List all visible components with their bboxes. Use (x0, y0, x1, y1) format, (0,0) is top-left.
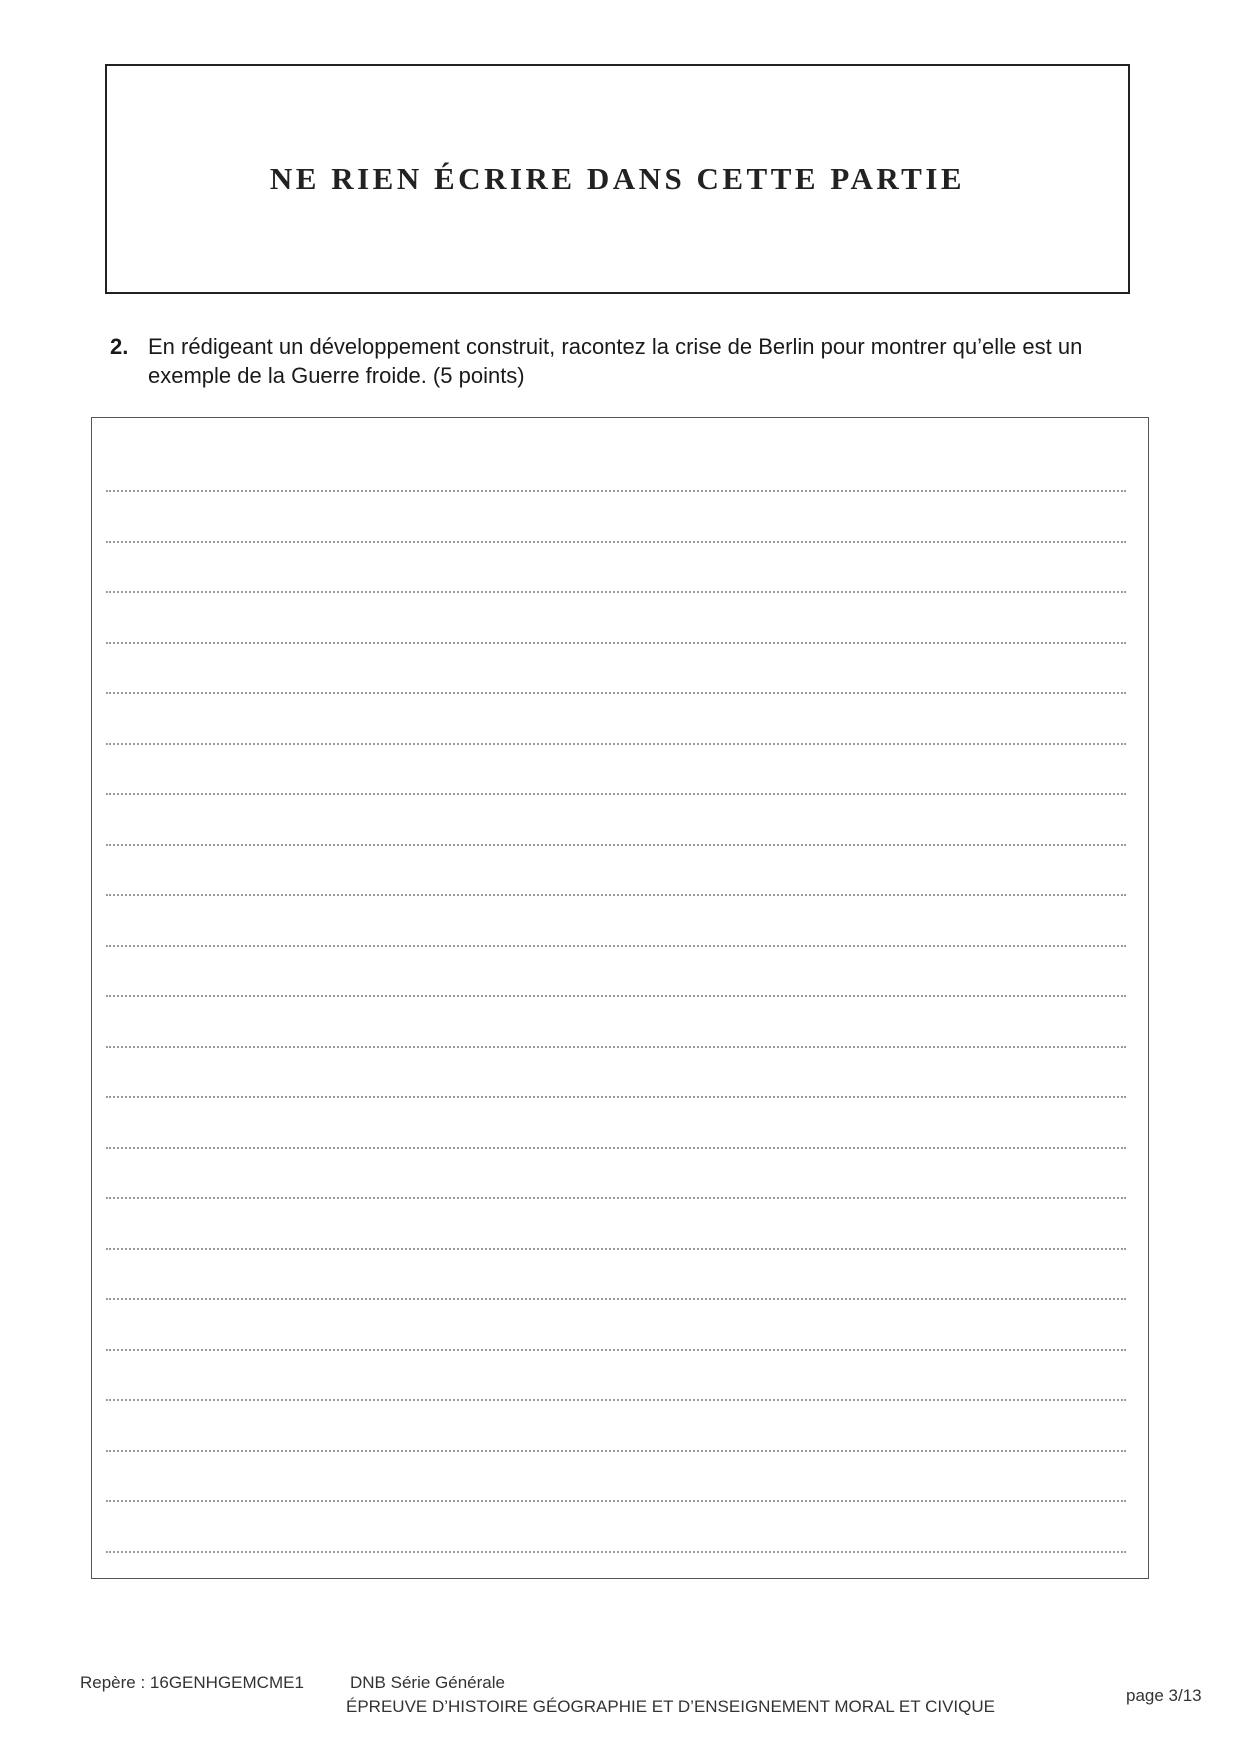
answer-line[interactable] (106, 1450, 1126, 1452)
answer-line[interactable] (106, 1399, 1126, 1401)
answer-line[interactable] (106, 894, 1126, 896)
question-prompt: En rédigeant un développement construit, racontez la crise de Berlin pour montrer qu’elle est un exemple de la Guerre froide. (5 points) (148, 334, 1083, 388)
answer-line[interactable] (106, 1046, 1126, 1048)
answer-line[interactable] (106, 1197, 1126, 1199)
answer-line[interactable] (106, 1096, 1126, 1098)
answer-area[interactable] (91, 417, 1149, 1579)
footer-page-number: page 3/13 (1126, 1686, 1202, 1705)
answer-line[interactable] (106, 1500, 1126, 1502)
answer-line[interactable] (106, 995, 1126, 997)
answer-line[interactable] (106, 793, 1126, 795)
question-number: 2. (110, 334, 129, 359)
no-write-zone (105, 64, 1130, 294)
answer-line[interactable] (106, 844, 1126, 846)
answer-line[interactable] (106, 743, 1126, 745)
answer-line[interactable] (106, 1298, 1126, 1300)
no-write-heading: NE RIEN ÉCRIRE DANS CETTE PARTIE (269, 161, 966, 196)
answer-line[interactable] (106, 1551, 1126, 1553)
answer-line[interactable] (106, 1248, 1126, 1250)
footer-serie: DNB Série Générale (350, 1673, 505, 1692)
question-2 (110, 332, 1150, 390)
answer-line[interactable] (106, 490, 1126, 492)
answer-line[interactable] (106, 1147, 1126, 1149)
answer-line[interactable] (106, 642, 1126, 644)
answer-line[interactable] (106, 692, 1126, 694)
footer-epreuve: ÉPREUVE D’HISTOIRE GÉOGRAPHIE ET D’ENSEIGNEMENT MORAL ET CIVIQUE (346, 1697, 995, 1716)
answer-line[interactable] (106, 541, 1126, 543)
answer-line[interactable] (106, 591, 1126, 593)
answer-line[interactable] (106, 1349, 1126, 1351)
footer-repere: Repère : 16GENHGEMCME1 (80, 1673, 304, 1692)
answer-line[interactable] (106, 945, 1126, 947)
